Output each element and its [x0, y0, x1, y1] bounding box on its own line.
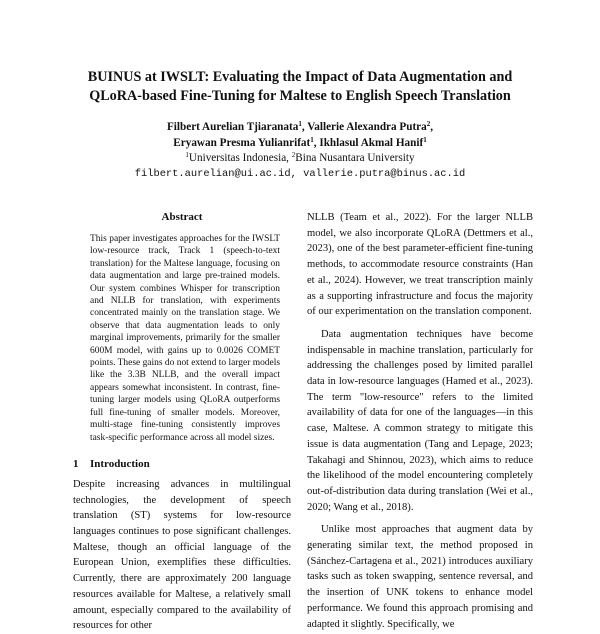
paper-title-line-2: QLoRA-based Fine-Tuning for Maltese to English Speech Translation	[89, 88, 511, 104]
section-number: 1	[73, 457, 79, 470]
author-name: Eryawan Presma Yulianrifat	[173, 136, 311, 149]
affiliations	[60, 151, 540, 167]
author-emails: filbert.aurelian@ui.ac.id, vallerie.putra@binus.ac.id	[134, 167, 466, 180]
left-column	[73, 210, 291, 634]
affiliation-name: Bina Nusantara University	[295, 152, 415, 164]
affiliation-marker: 1	[298, 120, 302, 128]
author-separator: ,	[301, 121, 308, 133]
author-separator: ,	[430, 121, 434, 133]
paper-title	[60, 68, 540, 106]
abstract-text: This paper investigates approaches for the IWSLT low-resource track, Track 1 (speech-to-text translation) for the Maltese language, focusing on data augmentation and large pre-trained models. Our system combines Whisper for transcription and NLLB for translation, with experiments concentrated mainly on the translation stage. We observe that data augmentation leads to only marginal improvements, primarily for the smaller 600M model, with gains up to 0.0026 COMET points. These gains do not extend to larger models like the 3.3B NLLB, and the overall impact appears somewhat inconsistent. In contrast, fine-tuning larger models using QLoRA outperforms full fine-tuning of smaller models. Moreover, multi-stage fine-tuning consistently improves task-specific performance across all model sizes.	[90, 234, 280, 443]
affiliation-marker: 1	[423, 135, 427, 144]
section-heading-introduction	[73, 457, 291, 472]
section-title: Introduction	[90, 457, 150, 470]
paper-title-line-1: BUINUS at IWSLT: Evaluating the Impact of Data Augmentation and	[87, 69, 513, 85]
affiliation-name: Universitas Indonesia,	[188, 152, 292, 164]
author-name: Filbert Aurelian Tjiaranata	[166, 121, 299, 133]
author-name: Ikhlasul Akmal Hanif	[319, 136, 424, 149]
abstract-heading: Abstract	[161, 211, 203, 223]
right-paragraph-1: NLLB (Team et al., 2022). For the larger NLLB model, we also incorporate QLoRA (Dettmers et al., 2023), one of the best parameter-efficient fine-tuning methods, to accommodate resource constraints (Han et al., 2024). However, we treat transcription mainly as a supporting infrastructure and focus the majority of our experimentation on the translation component.	[307, 212, 533, 318]
affiliation-marker: 2	[426, 120, 431, 128]
right-column	[307, 210, 533, 632]
author-name: Vallerie Alexandra Putra	[307, 121, 427, 133]
author-line-2	[60, 136, 540, 152]
affiliation-marker: 1	[185, 151, 189, 159]
affiliation-marker: 2	[291, 151, 296, 159]
intro-paragraph-1: Despite increasing advances in multilingual technologies, the development of speech translation (ST) systems for low-resource languages continues to pose significant challenges. Maltese, though an official language of the European Union, exemplifies these difficulties. Currently, there are approximately 200 language resources available for Maltese, a relatively small amount, especially compared to the availability of resources for other	[73, 478, 291, 632]
author-block	[60, 120, 540, 182]
affiliation-marker: 1	[310, 135, 314, 144]
author-separator: ,	[313, 136, 320, 149]
author-line-1	[60, 120, 540, 136]
right-paragraph-3: Unlike most approaches that augment data by generating similar text, the method proposed in (Sánchez-Cartagena et al., 2021) introduces auxiliary tasks such as token swapping, sentence reversal, and the insertion of UNK tokens to enhance model performance. We found this approach promising and adapted it slightly. Specifically, we	[307, 524, 533, 630]
right-paragraph-2: Data augmentation techniques have become indispensable in machine translation, particularly for addressing the challenges posed by limited parallel data in low-resource languages (Hamed et al., 2023). The term "low-resource" refers to the limited availability of data for one of the languages—in this case, Maltese. A common strategy to mitigate this issue is data augmentation (Tang and Lepage, 2023; Takahagi and Shinnou, 2023), which aims to reduce the likelihood of the model encountering completely out-of-distribution data during translation (Wei et al., 2020; Wang et al., 2018).	[307, 328, 533, 513]
